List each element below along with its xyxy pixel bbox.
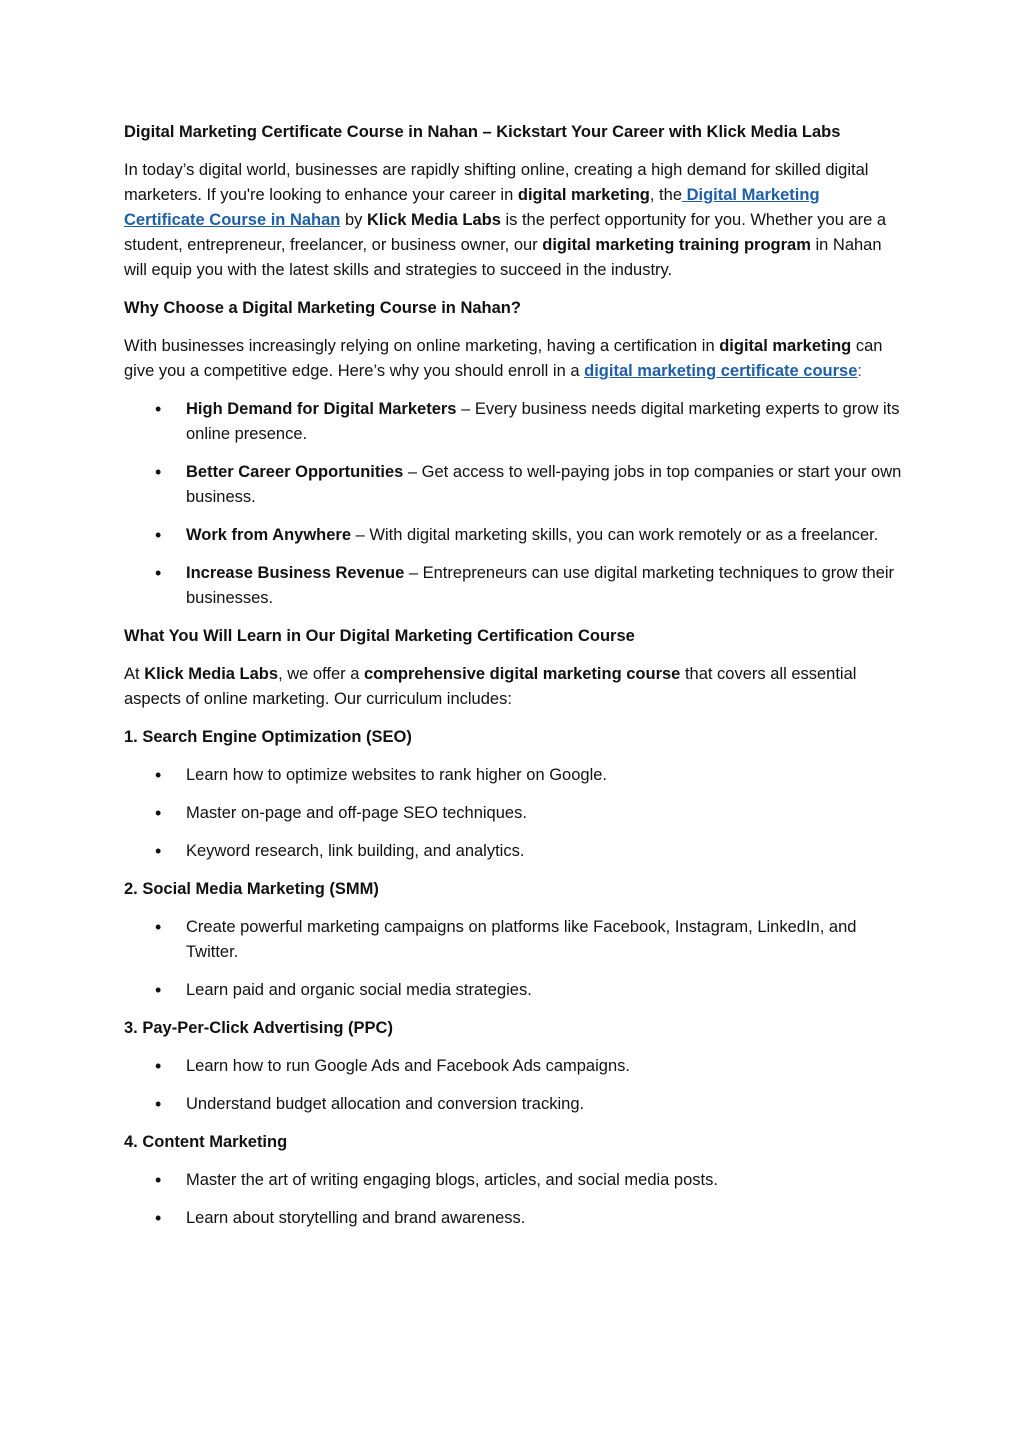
list-item: • High Demand for Digital Marketers – Every business needs digital marketing experts to grow its online presence. — [124, 397, 904, 447]
smm-heading: 2. Social Media Marketing (SMM) — [124, 880, 379, 898]
list-item: • Learn paid and organic social media strategies. — [124, 978, 904, 1003]
learn-heading: What You Will Learn in Our Digital Marketing Certification Course — [124, 627, 635, 645]
list-item: • Understand budget allocation and conversion tracking. — [124, 1092, 904, 1117]
list-item: • Create powerful marketing campaigns on platforms like Facebook, Instagram, LinkedIn, and Twitter. — [124, 915, 904, 965]
intro-paragraph: In today’s digital world, businesses are rapidly shifting online, creating a high demand for skilled digital marketers. If you're looking to enhance your career in digital marketing, the Digital Marketing Certificate Course in Nahan by Klick Media Labs is the perfect opportunity for you. Whether you are a student, entrepreneur, freelancer, or business owner, our digital marketing training program in Nahan will equip you with the latest skills and strategies to succeed in the industry. — [124, 161, 887, 279]
content-marketing-heading: 4. Content Marketing — [124, 1133, 288, 1151]
ppc-list — [124, 1054, 904, 1117]
list-item: • Better Career Opportunities – Get access to well-paying jobs in top companies or start your own business. — [124, 460, 904, 510]
list-item: • Learn about storytelling and brand awareness. — [124, 1206, 904, 1231]
list-item: • Learn how to run Google Ads and Facebook Ads campaigns. — [124, 1054, 904, 1079]
seo-list — [124, 763, 904, 864]
certificate-course-link[interactable]: digital marketing certificate course — [584, 362, 858, 380]
list-item: • Master the art of writing engaging blogs, articles, and social media posts. — [124, 1168, 904, 1193]
content-marketing-list — [124, 1168, 904, 1231]
course-link[interactable]: Digital Marketing Certificate Course in Nahan — [124, 186, 820, 229]
list-item: • Learn how to optimize websites to rank higher on Google. — [124, 763, 904, 788]
document-title: Digital Marketing Certificate Course in Nahan – Kickstart Your Career with Klick Media Labs — [124, 123, 841, 141]
document-page — [124, 120, 904, 1244]
learn-paragraph: At Klick Media Labs, we offer a comprehensive digital marketing course that covers all essential aspects of online marketing. Our curriculum includes: — [124, 665, 857, 708]
why-list — [124, 397, 904, 611]
list-item: • Work from Anywhere – With digital marketing skills, you can work remotely or as a freelancer. — [124, 523, 904, 548]
why-paragraph: With businesses increasingly relying on online marketing, having a certification in digital marketing can give you a competitive edge. Here’s why you should enroll in a digital marketing certificate course: — [124, 337, 883, 380]
why-heading: Why Choose a Digital Marketing Course in Nahan? — [124, 299, 521, 317]
ppc-heading: 3. Pay-Per-Click Advertising (PPC) — [124, 1019, 393, 1037]
smm-list — [124, 915, 904, 1003]
seo-heading: 1. Search Engine Optimization (SEO) — [124, 728, 412, 746]
list-item: • Master on-page and off-page SEO techniques. — [124, 801, 904, 826]
list-item: • Keyword research, link building, and analytics. — [124, 839, 904, 864]
list-item: • Increase Business Revenue – Entrepreneurs can use digital marketing techniques to grow their businesses. — [124, 561, 904, 611]
